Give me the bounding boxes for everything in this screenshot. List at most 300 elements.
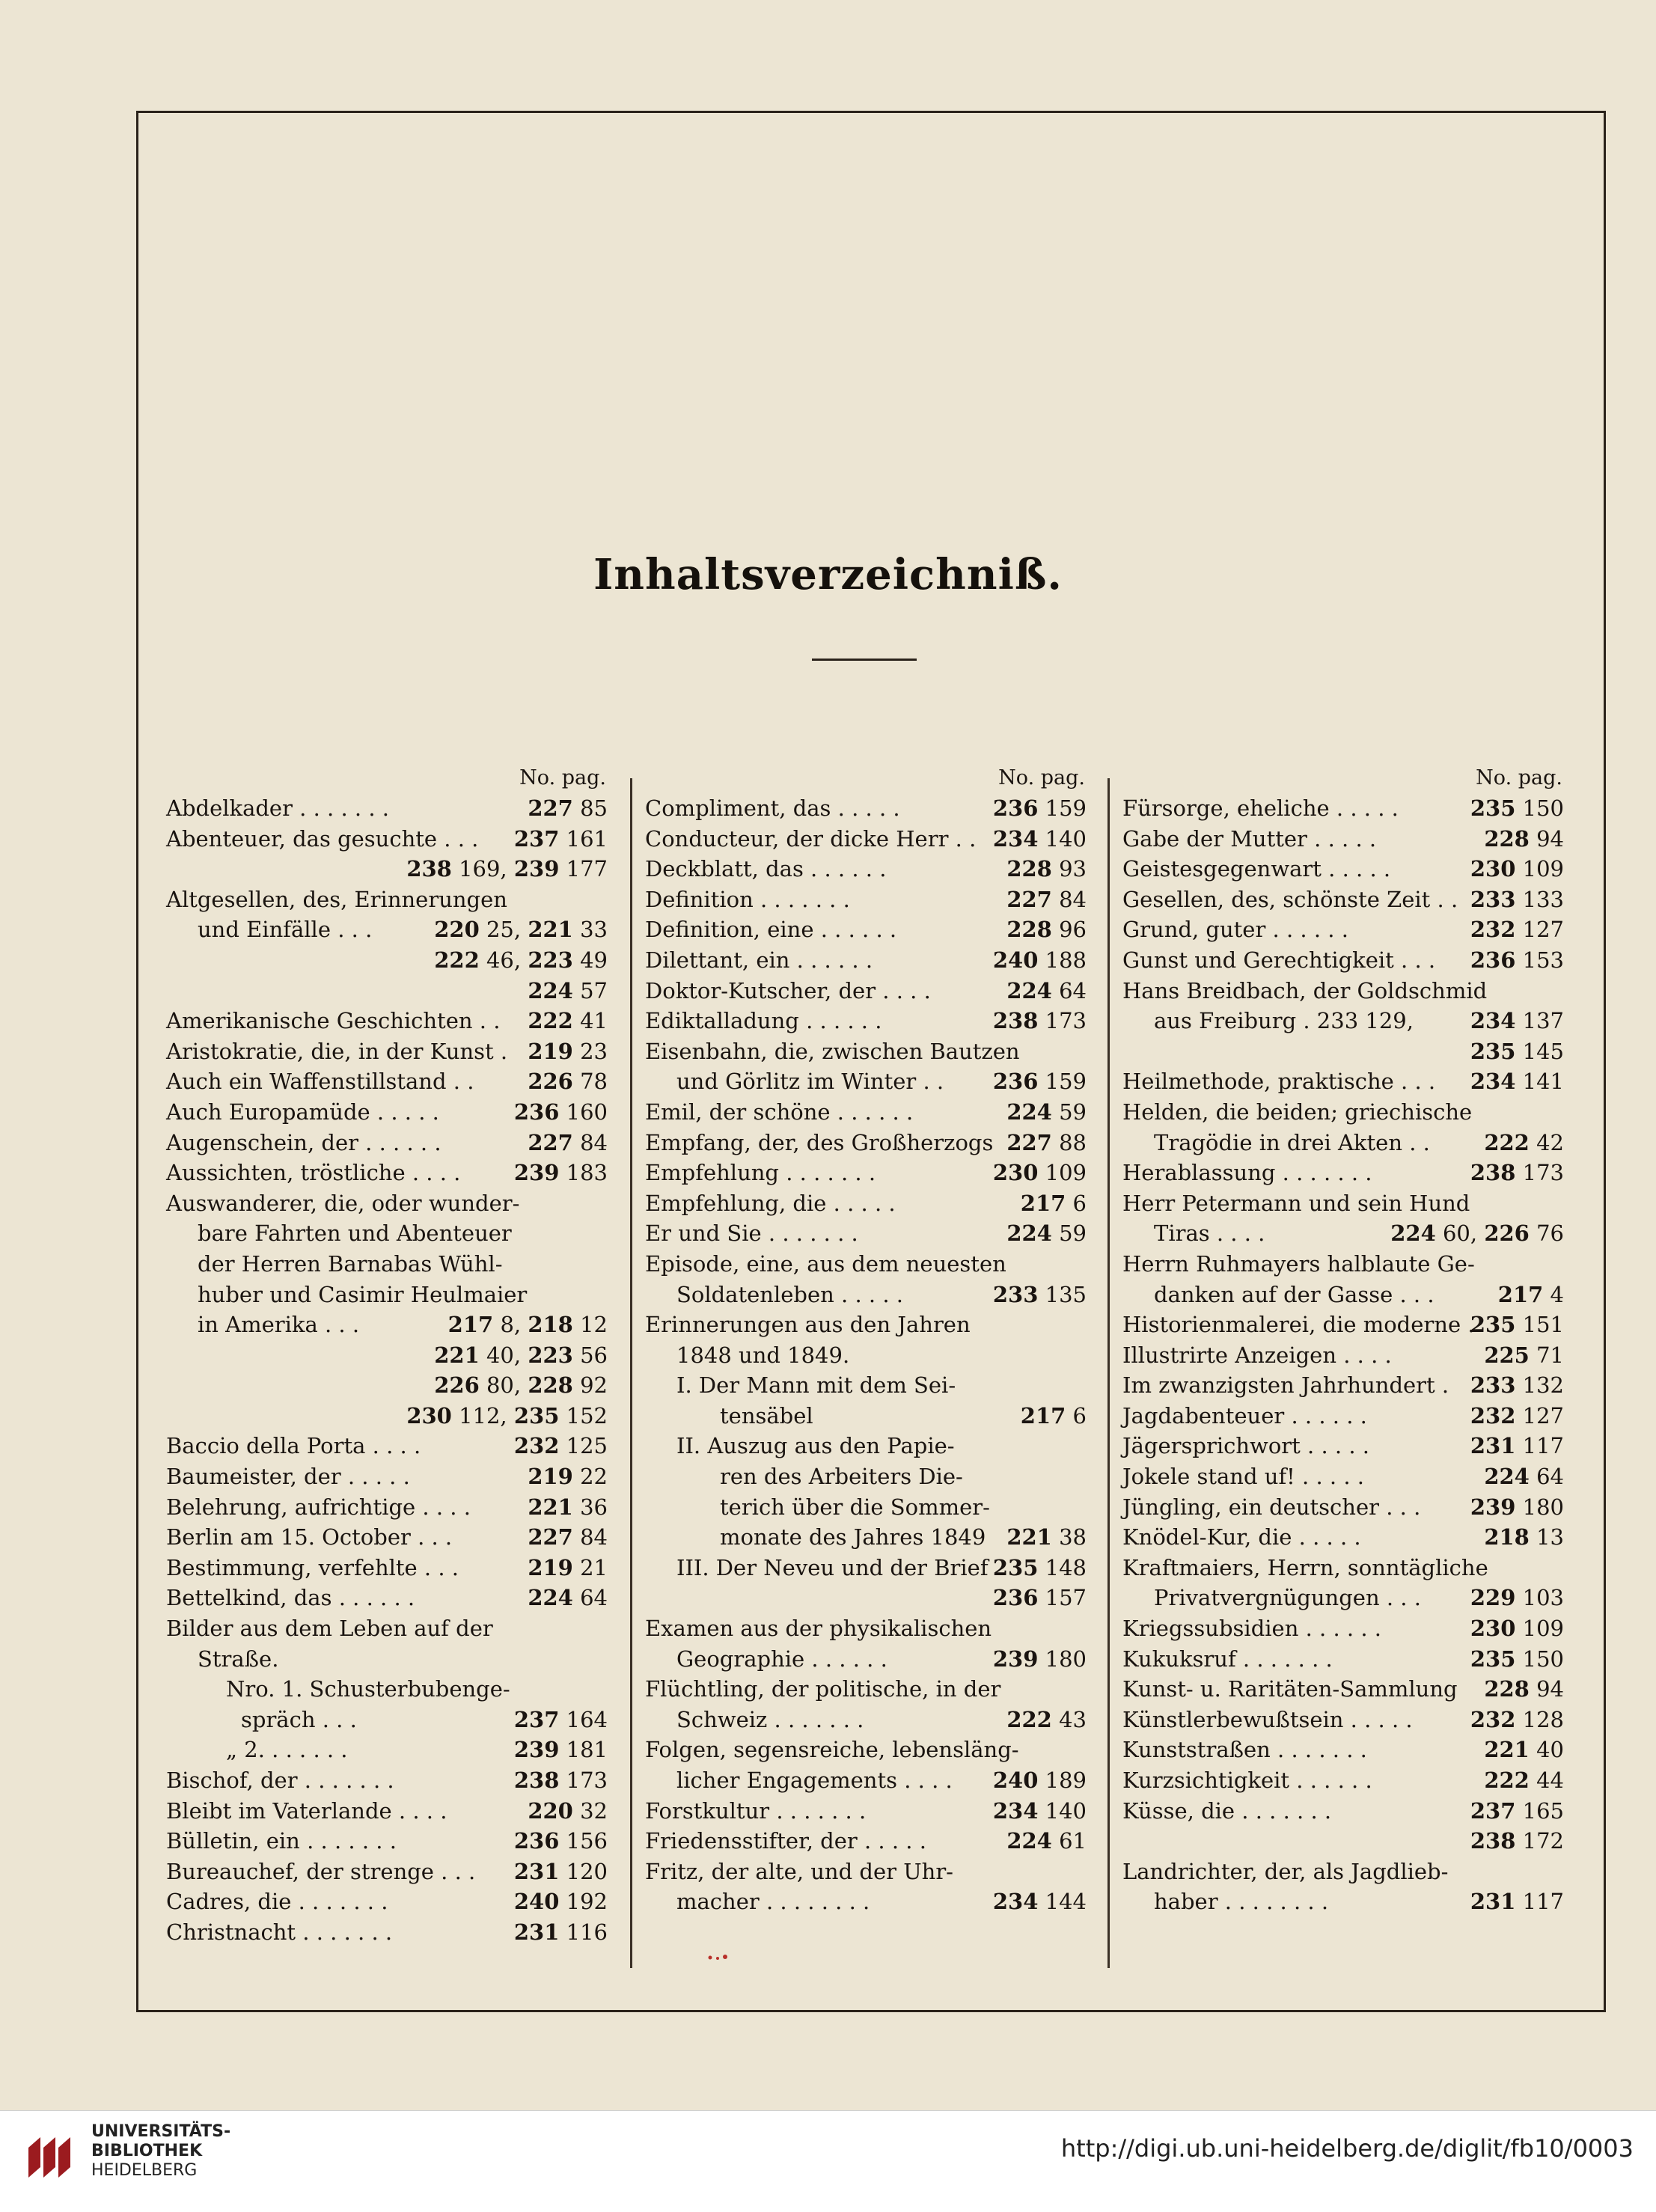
issue-number: 227: [1006, 1129, 1052, 1155]
entry-title: Belehrung, aufrichtige . . . .: [166, 1494, 471, 1520]
index-entry: [645, 1280, 1087, 1310]
index-entry: [645, 1218, 1087, 1249]
page-number: 6: [1072, 1402, 1087, 1429]
entry-title: haber . . . . . . . .: [1154, 1889, 1329, 1915]
entry-title: in Amerika . . .: [198, 1312, 360, 1338]
issue-number: 240: [992, 1768, 1039, 1793]
page-number: 116: [566, 1919, 608, 1945]
entry-title: Baumeister, der . . . . .: [166, 1464, 410, 1490]
index-entry: [1122, 793, 1564, 824]
entry-references: [448, 1310, 608, 1340]
library-name-line: HEIDELBERG: [91, 2161, 198, 2180]
index-entry: [166, 1128, 608, 1158]
issue-number: 222: [1006, 1706, 1052, 1732]
column-header: No. pag.: [998, 766, 1085, 789]
entry-references: [1006, 1097, 1087, 1128]
source-url-link[interactable]: http://digi.ub.uni-heidelberg.de/diglit/fb10/0003: [1060, 2134, 1634, 2163]
index-entry: [645, 1188, 1087, 1219]
ink-stain: [707, 1955, 733, 1961]
entry-title: bare Fahrten und Abenteuer: [198, 1220, 512, 1247]
index-entry: [645, 1886, 1087, 1917]
issue-number: 219: [528, 1464, 573, 1490]
entry-title: Friedensstifter, der . . . . .: [645, 1828, 926, 1854]
page-number: 43: [1059, 1706, 1087, 1732]
entry-references: [1470, 1431, 1564, 1461]
entry-references: [993, 824, 1087, 855]
index-entry: [166, 1886, 608, 1917]
index-entry: [166, 914, 608, 945]
entry-title: Historienmalerei, die moderne .: [1122, 1312, 1475, 1338]
entry-references: [1006, 1522, 1087, 1553]
issue-number: 236: [513, 1099, 560, 1125]
index-entry: [1122, 1553, 1564, 1583]
page-number: 192: [566, 1889, 608, 1915]
entry-title: Bülletin, ein . . . . . . .: [166, 1828, 397, 1854]
index-entry: [645, 1249, 1087, 1280]
index-entry: [1122, 1705, 1564, 1735]
entry-title: Bureauchef, der strenge . . .: [166, 1858, 476, 1884]
entry-title: der Herren Barnabas Wühl-: [198, 1250, 503, 1277]
issue-number: 231: [1470, 1433, 1516, 1459]
entry-title: Fritz, der alte, und der Uhr-: [645, 1858, 953, 1884]
index-entry: [1122, 1431, 1564, 1461]
entry-references: [1470, 1158, 1564, 1188]
page-number: 13: [1536, 1524, 1564, 1550]
issue-number: 232: [1470, 1706, 1516, 1732]
entry-title: Jägersprichwort . . . . .: [1122, 1433, 1369, 1459]
entry-title: Compliment, das . . . . .: [645, 795, 900, 821]
index-entry: [645, 1492, 1087, 1523]
issue-number: 234: [992, 1889, 1039, 1915]
entry-title: huber und Casimir Heulmaier: [198, 1281, 528, 1307]
entry-title: Erinnerungen aus den Jahren: [645, 1312, 971, 1338]
entry-references: [1470, 1066, 1564, 1097]
index-entry: [645, 1674, 1087, 1705]
issue-number: 222: [1484, 1768, 1530, 1793]
issue-number: 224: [1484, 1464, 1530, 1490]
entry-title: Nro. 1. Schusterbubenge-: [226, 1676, 510, 1702]
index-column-2: [645, 763, 1087, 1917]
issue-number: 221: [1484, 1737, 1530, 1763]
issue-number: 233: [992, 1281, 1039, 1307]
page-number: 150: [1522, 795, 1564, 821]
entry-references: [1470, 1826, 1564, 1857]
index-entry: [645, 1340, 1087, 1371]
entry-references: [1470, 1796, 1564, 1827]
index-entry: [1122, 1280, 1564, 1310]
entry-title: Dilettant, ein . . . . . .: [645, 947, 873, 973]
index-column-1: [166, 763, 608, 1948]
page-number: 42: [1536, 1129, 1564, 1155]
entry-title: Aussichten, tröstliche . . . .: [166, 1160, 461, 1186]
index-entry: [166, 945, 608, 976]
index-entry: [166, 1280, 608, 1310]
index-entry: [1122, 1765, 1564, 1796]
index-entry: [166, 1826, 608, 1857]
issue-number: 219: [528, 1554, 573, 1580]
index-entry: [645, 1310, 1087, 1340]
index-entry: [1122, 1249, 1564, 1280]
page-number: 148: [1045, 1554, 1087, 1580]
issue-number: 235: [1470, 795, 1516, 821]
issue-number: 222: [434, 947, 480, 973]
page-number: 153: [1522, 947, 1564, 973]
entry-references: [993, 1280, 1087, 1310]
index-entry: [166, 1917, 608, 1948]
issue-number: 236: [992, 1585, 1039, 1611]
entry-references: [1006, 1128, 1087, 1158]
entry-references: [528, 1796, 608, 1827]
entry-title: Eisenbahn, die, zwischen Bautzen: [645, 1038, 1020, 1064]
page-number: 161: [566, 825, 608, 852]
index-entry: [1122, 1826, 1564, 1857]
entry-references: [993, 1886, 1087, 1917]
page-number: 57: [580, 977, 608, 1003]
index-entry: [645, 1036, 1087, 1067]
page-number: 145: [1522, 1038, 1564, 1064]
entry-title: Definition . . . . . . .: [645, 886, 850, 912]
index-entry: [166, 1735, 608, 1765]
issue-number: 240: [992, 947, 1039, 973]
entry-references: [434, 1340, 608, 1371]
entry-references: [514, 1826, 608, 1857]
index-entry: [645, 1370, 1087, 1401]
index-entry: [1122, 1158, 1564, 1188]
entry-references: [1470, 854, 1564, 885]
page-number: 140: [1045, 825, 1087, 852]
issue-number: 236: [992, 795, 1039, 821]
index-entry: [645, 1066, 1087, 1097]
issue-number: 238: [992, 1008, 1039, 1034]
entry-title: Definition, eine . . . . . .: [645, 917, 897, 943]
entry-title: aus Freiburg . 233 129,: [1154, 1008, 1414, 1034]
issue-number: 239: [992, 1646, 1039, 1672]
entry-title: Herablassung . . . . . . .: [1122, 1160, 1372, 1186]
page-number: 56: [580, 1342, 608, 1368]
index-entry: [1122, 1886, 1564, 1917]
index-entry: [645, 1128, 1087, 1158]
index-entry: [645, 1158, 1087, 1188]
issue-number: 224: [1390, 1220, 1436, 1247]
entry-references: [993, 1796, 1087, 1827]
index-entry: [645, 824, 1087, 855]
index-entry: [166, 1583, 608, 1613]
entry-title: Tiras . . . .: [1154, 1220, 1265, 1247]
entry-references: [528, 793, 608, 824]
page-number: 132: [1522, 1372, 1564, 1399]
entry-title: Kurzsichtigkeit . . . . . .: [1122, 1768, 1372, 1793]
page-number: 94: [1536, 825, 1564, 852]
entry-title: Im zwanzigsten Jahrhundert .: [1122, 1372, 1449, 1399]
entry-references: [1006, 1826, 1087, 1857]
column-divider-1: [630, 778, 632, 1968]
page-number: 112,: [459, 1402, 507, 1429]
issue-number: 238: [1470, 1160, 1516, 1186]
page-number: 103: [1522, 1585, 1564, 1611]
entry-title: Geistesgegenwart . . . . .: [1122, 856, 1391, 882]
entry-references: [528, 1583, 608, 1613]
issue-number: 235: [1470, 1312, 1516, 1338]
issue-number: 239: [1470, 1494, 1516, 1520]
entry-title: Auch ein Waffenstillstand . .: [166, 1069, 474, 1095]
issue-number: 217: [447, 1312, 494, 1338]
entry-title: Landrichter, der, als Jagdlieb-: [1122, 1858, 1449, 1884]
index-entry: [645, 1857, 1087, 1887]
page-number: 117: [1522, 1889, 1564, 1915]
page-number: 96: [1059, 917, 1087, 943]
page-number: 36: [580, 1494, 608, 1520]
index-entry: [1122, 1522, 1564, 1553]
page-number: 109: [1045, 1160, 1087, 1186]
index-entry: [645, 1583, 1087, 1613]
issue-number: 227: [1006, 886, 1052, 912]
entry-title: Aristokratie, die, in der Kunst .: [166, 1038, 508, 1064]
page-number: 33: [580, 917, 608, 943]
index-entry: [645, 1006, 1087, 1036]
page-number: 8,: [500, 1312, 522, 1338]
entry-references: [1006, 976, 1087, 1006]
page-number: 23: [580, 1038, 608, 1064]
page-number: 169,: [459, 856, 507, 882]
entry-references: [434, 914, 608, 945]
page-number: 165: [1522, 1797, 1564, 1824]
index-entry: [1122, 1401, 1564, 1432]
page-number: 151: [1522, 1312, 1564, 1338]
entry-title: monate des Jahres 1849: [720, 1524, 986, 1550]
issue-number: 238: [1470, 1828, 1516, 1854]
page-number: 181: [566, 1737, 608, 1763]
issue-number: 218: [528, 1312, 573, 1338]
entry-references: [514, 1431, 608, 1461]
index-entry: [645, 1553, 1087, 1583]
page-number: 159: [1045, 795, 1087, 821]
issue-number: 224: [1006, 1099, 1052, 1125]
entry-references: [528, 1006, 608, 1036]
index-entry: [1122, 1340, 1564, 1371]
page-number: 94: [1536, 1676, 1564, 1702]
entry-title: macher . . . . . . . .: [676, 1889, 870, 1915]
entry-title: Tragödie in drei Akten . .: [1154, 1129, 1430, 1155]
index-entry: [645, 1401, 1087, 1432]
entry-title: licher Engagements . . . .: [676, 1768, 953, 1793]
entry-references: [1470, 1310, 1564, 1340]
page-number: 21: [580, 1554, 608, 1580]
index-entry: [645, 854, 1087, 885]
entry-title: Herr Petermann und sein Hund: [1122, 1190, 1470, 1216]
index-entry: [1122, 1066, 1564, 1097]
entry-references: [1484, 1674, 1564, 1705]
entry-title: Knödel-Kur, die . . . . .: [1122, 1524, 1361, 1550]
entry-title: Künstlerbewußtsein . . . . .: [1122, 1706, 1413, 1732]
page-number: 12: [580, 1312, 608, 1338]
issue-number: 221: [434, 1342, 480, 1368]
page-number: 88: [1059, 1129, 1087, 1155]
entry-title: Empfang, der, des Großherzogs: [645, 1129, 994, 1155]
entry-references: [434, 1370, 608, 1401]
index-entry: [1122, 1097, 1564, 1128]
index-entry: [166, 1765, 608, 1796]
issue-number: 229: [1470, 1585, 1516, 1611]
entry-title: Bischof, der . . . . . . .: [166, 1768, 394, 1793]
entry-title: Er und Sie . . . . . . .: [645, 1220, 858, 1247]
index-entry: [166, 1401, 608, 1432]
entry-references: [1470, 1036, 1564, 1067]
entry-title: Emil, der schöne . . . . . .: [645, 1099, 914, 1125]
entry-title: Gabe der Mutter . . . . .: [1122, 825, 1377, 852]
entry-references: [993, 1158, 1087, 1188]
entry-references: [1470, 885, 1564, 915]
issue-number: 232: [1470, 917, 1516, 943]
entry-title: terich über die Sommer-: [720, 1494, 990, 1520]
index-entry: [1122, 824, 1564, 855]
entry-references: [1470, 1644, 1564, 1675]
entry-title: Soldatenleben . . . . .: [676, 1281, 903, 1307]
entry-references: [1470, 1492, 1564, 1523]
index-entry: [645, 1522, 1087, 1553]
issue-number: 228: [1006, 856, 1052, 882]
entry-title: Empfehlung, die . . . . .: [645, 1190, 896, 1216]
page-number: 71: [1536, 1342, 1564, 1368]
entry-title: 1848 und 1849.: [676, 1342, 850, 1368]
page-number: 22: [580, 1464, 608, 1490]
entry-title: Herrn Ruhmayers halblaute Ge-: [1122, 1250, 1475, 1277]
entry-title: Ediktalladung . . . . . .: [645, 1008, 882, 1034]
entry-references: [528, 1461, 608, 1492]
index-column-3: [1122, 763, 1564, 1917]
entry-title: Deckblatt, das . . . . . .: [645, 856, 887, 882]
entry-references: [1484, 1461, 1564, 1492]
title-rule: [812, 659, 917, 661]
index-entry: [166, 1461, 608, 1492]
entry-references: [1470, 945, 1564, 976]
index-entry: [166, 1674, 608, 1705]
issue-number: 234: [1470, 1069, 1516, 1095]
issue-number: 223: [528, 1342, 573, 1368]
issue-number: 221: [528, 1494, 573, 1520]
issue-number: 224: [1006, 977, 1052, 1003]
page-number: 137: [1522, 1008, 1564, 1034]
entry-references: [514, 1158, 608, 1188]
index-entry: [645, 914, 1087, 945]
issue-number: 221: [1006, 1524, 1052, 1550]
issue-number: 237: [513, 1706, 560, 1732]
index-entry: [1122, 1857, 1564, 1887]
page-number: 173: [566, 1768, 608, 1793]
issue-number: 231: [513, 1919, 560, 1945]
page-number: 61: [1059, 1828, 1087, 1854]
issue-number: 217: [1020, 1402, 1066, 1429]
issue-number: 226: [1484, 1220, 1530, 1247]
entry-title: Kraftmaiers, Herrn, sonntägliche: [1122, 1554, 1488, 1580]
entry-title: Jagdabenteuer . . . . . .: [1122, 1402, 1367, 1429]
entry-references: [1484, 1128, 1564, 1158]
index-entry: [166, 1097, 608, 1128]
entry-title: Amerikanische Geschichten . .: [166, 1008, 501, 1034]
page-number: 180: [1522, 1494, 1564, 1520]
index-entry: [645, 1765, 1087, 1796]
entry-title: Küsse, die . . . . . . .: [1122, 1797, 1332, 1824]
entry-title: Helden, die beiden; griechische: [1122, 1099, 1473, 1125]
entry-references: [993, 1583, 1087, 1613]
entry-title: Christnacht . . . . . . .: [166, 1919, 393, 1945]
entry-title: Fürsorge, eheliche . . . . .: [1122, 795, 1399, 821]
entry-title: Empfehlung . . . . . . .: [645, 1160, 876, 1186]
index-entry: [645, 793, 1087, 824]
page-number: 172: [1522, 1828, 1564, 1854]
index-entry: [645, 1644, 1087, 1675]
entry-references: [528, 1066, 608, 1097]
entry-title: Straße.: [198, 1646, 279, 1672]
issue-number: 237: [1470, 1797, 1516, 1824]
entry-title: Doktor-Kutscher, der . . . .: [645, 977, 931, 1003]
index-entry: [166, 1249, 608, 1280]
page-number: 93: [1059, 856, 1087, 882]
index-entry: [166, 1492, 608, 1523]
page-number: 140: [1045, 1797, 1087, 1824]
issue-number: 237: [513, 825, 560, 852]
issue-number: 236: [1470, 947, 1516, 973]
page-number: 157: [1045, 1585, 1087, 1611]
issue-number: 238: [513, 1768, 560, 1793]
index-entry: [645, 1613, 1087, 1644]
entry-references: [514, 1917, 608, 1948]
index-entry: [166, 1857, 608, 1887]
entry-title: ren des Arbeiters Die-: [720, 1464, 963, 1490]
entry-title: Auch Europamüde . . . . .: [166, 1099, 439, 1125]
page-number: 38: [1059, 1524, 1087, 1550]
page-number: 78: [580, 1069, 608, 1095]
entry-title: Kunst- u. Raritäten-Sammlung: [1122, 1676, 1458, 1702]
issue-number: 236: [992, 1069, 1039, 1095]
column-divider-2: [1107, 778, 1110, 1968]
entry-references: [1470, 1370, 1564, 1401]
entry-title: Cadres, die . . . . . . .: [166, 1889, 388, 1915]
issue-number: 227: [528, 1524, 573, 1550]
page-number: 152: [566, 1402, 608, 1429]
entry-title: Forstkultur . . . . . . .: [645, 1797, 867, 1824]
page-number: 59: [1059, 1220, 1087, 1247]
entry-title: Geographie . . . . . .: [676, 1646, 887, 1672]
entry-title: Berlin am 15. October . . .: [166, 1524, 453, 1550]
page-number: 133: [1522, 886, 1564, 912]
entry-title: Illustrirte Anzeigen . . . .: [1122, 1342, 1392, 1368]
index-entry: [1122, 1006, 1564, 1036]
index-entry: [166, 976, 608, 1006]
issue-number: 238: [406, 856, 452, 882]
index-entry: [166, 1188, 608, 1219]
entry-references: [1006, 914, 1087, 945]
entry-references: [1006, 854, 1087, 885]
issue-number: 218: [1484, 1524, 1530, 1550]
entry-title: Gunst und Gerechtigkeit . . .: [1122, 947, 1436, 973]
issue-number: 231: [513, 1858, 560, 1884]
entry-title: „ 2. . . . . . .: [226, 1737, 348, 1763]
issue-number: 223: [528, 947, 573, 973]
index-entry: [166, 1158, 608, 1188]
page-number: 150: [1522, 1646, 1564, 1672]
issue-number: 235: [992, 1554, 1039, 1580]
entry-references: [993, 1553, 1087, 1583]
issue-number: 235: [1470, 1646, 1516, 1672]
university-logo-icon: [22, 2125, 82, 2185]
index-entry: [1122, 1370, 1564, 1401]
issue-number: 222: [1484, 1129, 1530, 1155]
index-entry: [166, 1644, 608, 1675]
index-entry: [166, 1218, 608, 1249]
index-entry: [645, 885, 1087, 915]
page-number: 128: [1522, 1706, 1564, 1732]
entry-references: [1484, 1735, 1564, 1765]
